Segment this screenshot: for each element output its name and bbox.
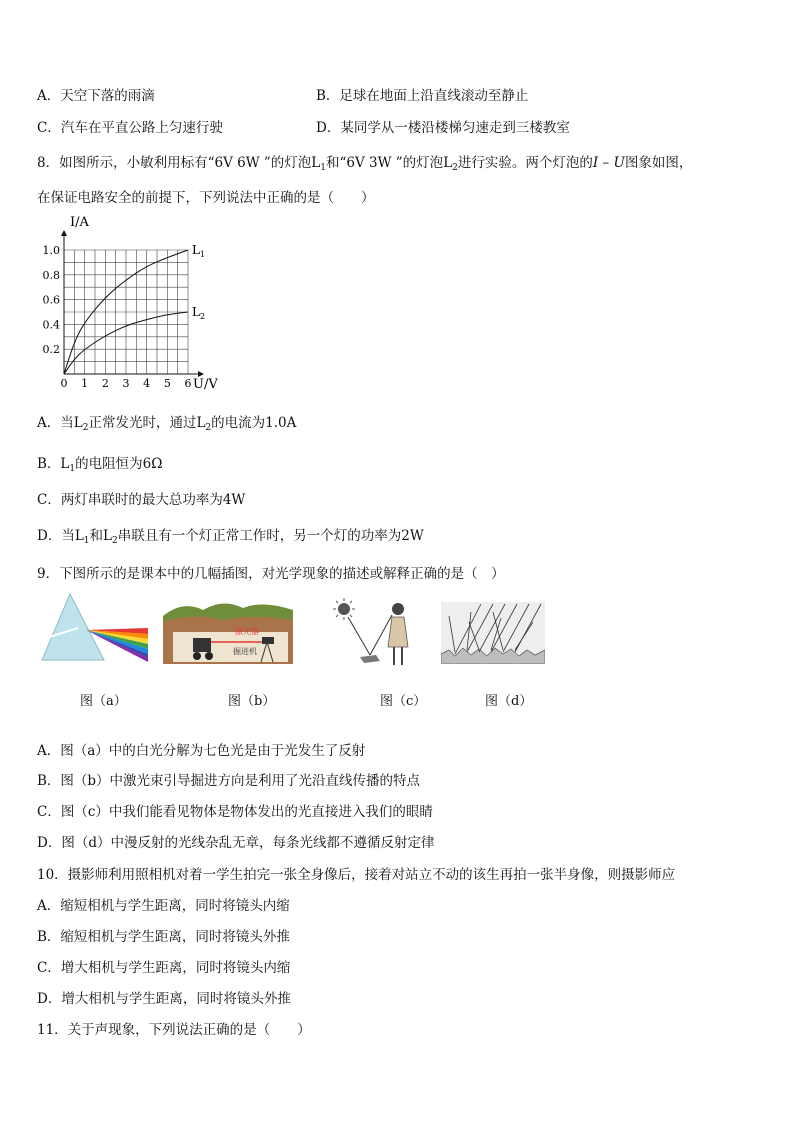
q10-option-b: B．缩短相机与学生距离，同时将镜头外推 — [37, 929, 290, 945]
lamp-l2: L — [103, 528, 112, 544]
q8-stem-line2: 在保证电路安全的前提下，下列说法中正确的是（ ） — [37, 190, 375, 206]
q7-option-a: A．天空下落的雨滴 — [37, 88, 155, 104]
q7-option-c: C．汽车在平直公路上匀速行驶 — [37, 120, 223, 136]
x-tick-label: 6 — [184, 377, 192, 390]
series-label-L2: $L_2$ — [192, 305, 206, 321]
sun-icon — [338, 603, 350, 615]
series-label-L1: $L_1$ — [192, 243, 206, 259]
q8-stem-part: 8．如图所示，小敏利用标有“6V 6W ”的灯泡 — [37, 155, 312, 171]
q8-opt-part: 的电阻恒为6Ω — [75, 456, 163, 472]
series-label-sub: 2 — [199, 312, 206, 321]
girl-body — [388, 617, 408, 647]
q10-option-c: C．增大相机与学生距离，同时将镜头内缩 — [37, 960, 291, 976]
y-tick-label: 1.0 — [42, 244, 60, 257]
iu-chart — [30, 212, 230, 394]
q7-option-b: B．足球在地面上沿直线滚动至静止 — [316, 88, 529, 104]
lamp-l2-sub: 2 — [205, 423, 212, 433]
y-tick-label: 0.2 — [42, 343, 60, 357]
lamp-l1: L — [74, 528, 84, 544]
girl-head — [392, 603, 404, 615]
lamp-l2-sub: 2 — [452, 163, 458, 173]
caption-figure-c: 图（c） — [380, 694, 427, 709]
q8-opt-part: 正常发光时，通过 — [88, 415, 197, 431]
laser-device — [262, 637, 274, 644]
figure-c-seeing — [330, 597, 420, 669]
x-tick-label: 2 — [101, 377, 109, 390]
q8-opt-part: 串联且有一个灯正常工作时，另一个灯的功率为2W — [117, 528, 424, 544]
machine-wheel — [193, 652, 201, 660]
chart-grid — [64, 250, 188, 374]
y-tick-label: 0.8 — [42, 268, 60, 282]
q8-opt-part: D．当 — [37, 528, 75, 544]
q8-opt-part: 和 — [89, 528, 104, 544]
q9-option-d: D．图（d）中漫反射的光线杂乱无章，每条光线都不遵循反射定律 — [37, 835, 435, 851]
lamp-l2: L — [73, 415, 83, 431]
laser-label: 激光器 — [235, 627, 259, 636]
incident-ray — [348, 617, 370, 655]
q7-option-d: D．某同学从一楼沿楼梯匀速走到三楼教室 — [316, 120, 570, 136]
iu-symbol: I – U — [592, 155, 625, 171]
q10-option-d: D．增大相机与学生距离，同时将镜头外推 — [37, 991, 291, 1007]
series-label-sub: 1 — [199, 250, 206, 259]
q9-stem: 9．下图所示的是课本中的几幅插图，对光学现象的描述或解释正确的是（ ） — [37, 566, 505, 582]
y-axis-arrow — [61, 230, 67, 236]
x-tick-label: 4 — [143, 377, 151, 390]
q8-stem-line1 — [37, 151, 692, 173]
q11-stem: 11．关于声现象，下列说法正确的是（ ） — [37, 1022, 311, 1038]
lamp-l2-sub: 2 — [82, 423, 89, 433]
figure-a-prism — [40, 592, 150, 664]
lamp-l1-sub: 1 — [69, 464, 76, 474]
q8-option-a — [37, 411, 296, 433]
machine-label: 掘进机 — [233, 647, 257, 656]
prism-shape — [42, 594, 104, 660]
y-tick-label: 0.4 — [42, 318, 60, 332]
q9-option-b: B．图（b）中激光束引导掘进方向是利用了光沿直线传播的特点 — [37, 773, 421, 789]
tunnel-cavity — [173, 632, 288, 662]
lamp-l2-sub: 2 — [112, 536, 118, 546]
lamp-l1: L — [311, 155, 321, 171]
y-axis-label: I/A — [70, 215, 89, 230]
x-tick-label: 5 — [163, 377, 171, 390]
q9-option-a: A．图（a）中的白光分解为七色光是由于光发生了反射 — [37, 743, 366, 759]
x-tick-label: 1 — [81, 377, 89, 390]
y-tick-label: 0.6 — [42, 293, 60, 307]
reflected-ray — [370, 615, 392, 655]
q8-opt-part: A．当 — [37, 415, 74, 431]
figure-b-tunnel — [163, 596, 293, 664]
q10-option-a: A．缩短相机与学生距离，同时将镜头内缩 — [37, 898, 290, 914]
lamp-l2: L — [196, 415, 206, 431]
q9-option-c: C．图（c）中我们能看见物体是物体发出的光直接进入我们的眼睛 — [37, 804, 433, 820]
q10-stem: 10．摄影师利用照相机对着一学生拍完一张全身像后，接着对站立不动的该生再拍一张半身像，则摄影师应 — [37, 867, 676, 883]
lamp-l1-sub: 1 — [320, 163, 326, 173]
q8-opt-part: 的电流为1.0A — [211, 415, 297, 431]
boring-machine — [193, 638, 211, 652]
figure-d-diffuse — [441, 602, 545, 664]
book-object — [360, 655, 380, 663]
lamp-l2: L — [443, 155, 453, 171]
x-axis-label: U/V — [193, 377, 218, 392]
chart-ticks — [43, 244, 192, 390]
x-tick-label: 0 — [60, 377, 68, 390]
lamp-l1-sub: 1 — [83, 536, 90, 546]
q8-option-d — [37, 524, 424, 546]
x-tick-label: 3 — [122, 377, 130, 390]
caption-figure-d: 图（d） — [485, 694, 533, 709]
q8-stem-part: 图象如图， — [624, 155, 693, 171]
q8-stem-part: 进行实验。两个灯泡的 — [457, 155, 593, 171]
q8-stem-part: 和“6V 3W ”的灯泡 — [325, 155, 444, 171]
q8-option-c: C．两灯串联时的最大总功率为4W — [37, 492, 246, 508]
caption-figure-b: 图（b） — [228, 694, 276, 709]
q8-opt-part: B． — [37, 456, 61, 472]
lamp-l1: L — [60, 456, 70, 472]
machine-wheel — [205, 652, 213, 660]
q8-option-b — [37, 452, 162, 474]
caption-figure-a: 图（a） — [80, 694, 127, 709]
